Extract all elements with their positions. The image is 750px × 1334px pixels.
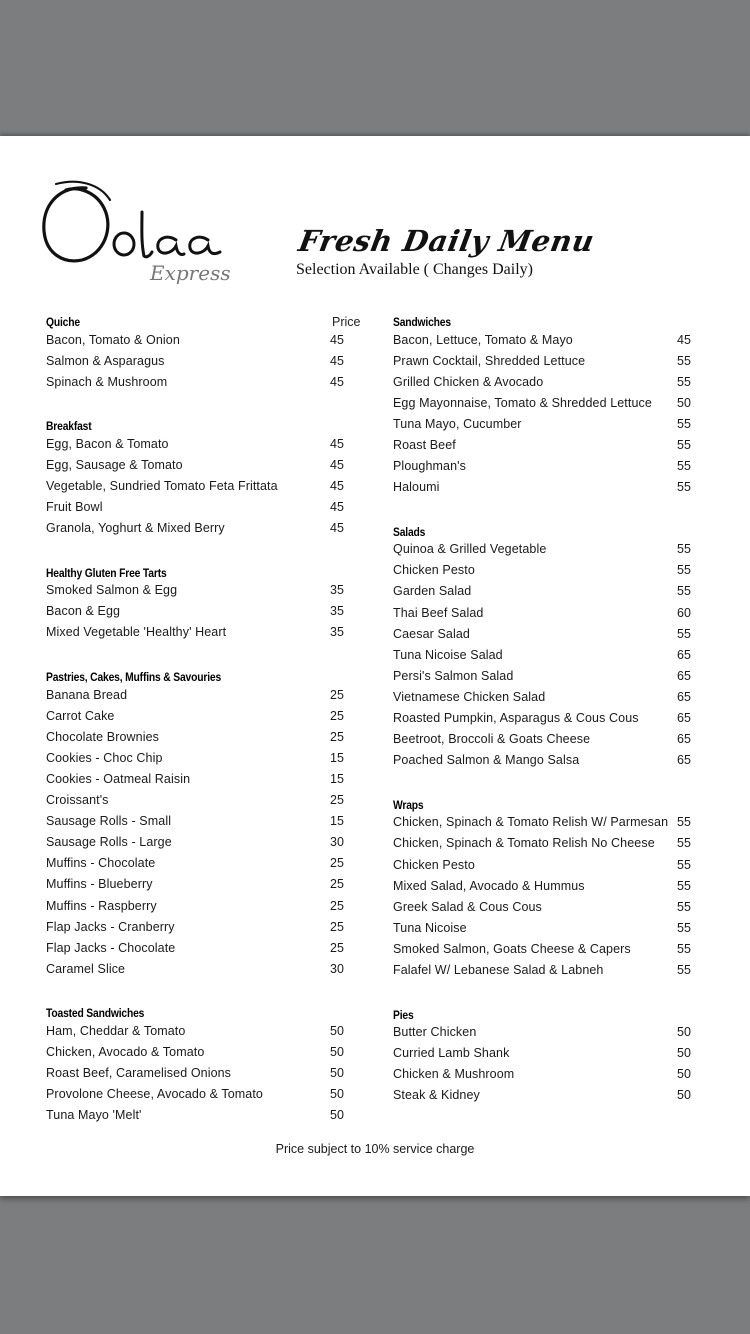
left-column: [46, 307, 360, 1145]
menu-item-price: 55: [677, 857, 691, 872]
menu-item: [393, 392, 693, 413]
menu-item-price: 55: [677, 459, 691, 474]
menu-item: [46, 958, 360, 979]
menu-item-price: 25: [330, 919, 344, 934]
menu-item: [46, 329, 360, 350]
menu-item-price: 25: [330, 687, 344, 702]
menu-item-price: 55: [677, 480, 691, 495]
menu-item-price: 50: [677, 1025, 691, 1040]
menu-item: [393, 812, 693, 833]
menu-item: [393, 560, 693, 581]
menu-item-name: Haloumi: [393, 480, 440, 495]
menu-item-price: 30: [330, 961, 344, 976]
menu-item: [393, 729, 693, 750]
menu-item: [393, 750, 693, 771]
menu-item-name: Fruit Bowl: [46, 500, 103, 515]
menu-item: [46, 1041, 360, 1062]
menu-item-price: 50: [330, 1066, 344, 1081]
menu-item: [393, 1085, 693, 1106]
section-header: [46, 662, 360, 684]
menu-item-name: Mixed Vegetable 'Healthy' Heart: [46, 625, 227, 640]
menu-item: [46, 853, 360, 874]
menu-item-price: 45: [330, 500, 344, 515]
menu-item-price: 50: [330, 1108, 344, 1123]
section-header: [46, 998, 360, 1020]
menu-item-name: Ham, Cheddar & Tomato: [46, 1023, 186, 1038]
menu-item: [393, 833, 693, 854]
menu-item-name: Persi's Salmon Salad: [393, 668, 514, 683]
menu-item: [46, 580, 360, 601]
section-title: Pastries, Cakes, Muffins & Savouries: [46, 670, 222, 685]
menu-item-name: Chocolate Brownies: [46, 729, 159, 744]
section-title: Quiche: [46, 315, 80, 329]
menu-item-name: Steak & Kidney: [393, 1088, 480, 1103]
menu-item-name: Chicken, Spinach & Tomato Relish W/ Parmesan: [393, 815, 669, 830]
menu-item-name: Smoked Salmon & Egg: [46, 583, 178, 598]
menu-item-name: Beetroot, Broccoli & Goats Cheese: [393, 732, 591, 747]
menu-item: [393, 1064, 693, 1085]
menu-item-price: 55: [677, 962, 691, 977]
menu-item-price: 25: [330, 793, 344, 808]
menu-subtitle: Selection Available ( Changes Daily): [296, 261, 533, 278]
service-charge-note: Price subject to 10% service charge: [275, 1142, 475, 1156]
menu-title: Fresh Daily Menu: [296, 224, 597, 258]
menu-item-price: 55: [677, 815, 691, 830]
menu-item-name: Greek Salad & Cous Cous: [393, 899, 542, 914]
menu-item-name: Thai Beef Salad: [393, 605, 484, 620]
menu-item-name: Bacon & Egg: [46, 604, 121, 619]
menu-item-name: Spinach & Mushroom: [46, 374, 168, 389]
section-title: Wraps: [393, 797, 424, 812]
menu-item: [46, 790, 360, 811]
menu-item-price: 55: [677, 353, 691, 368]
menu-item: [393, 896, 693, 917]
section-title: Breakfast: [46, 419, 92, 434]
menu-item-price: 65: [677, 711, 691, 726]
section-title: Sandwiches: [393, 315, 451, 329]
section-header: [393, 1000, 693, 1022]
menu-item-name: Croissant's: [46, 793, 109, 808]
menu-item: [393, 1022, 693, 1043]
right-column: [393, 307, 693, 1125]
menu-item-price: 55: [677, 836, 691, 851]
section-header: [46, 558, 360, 580]
menu-item-name: Egg, Bacon & Tomato: [46, 436, 169, 451]
menu-item-price: 55: [677, 374, 691, 389]
menu-item: [393, 854, 693, 875]
menu-item: [393, 1043, 693, 1064]
menu-item-price: 45: [330, 457, 344, 472]
menu-item-price: 65: [677, 647, 691, 662]
menu-item-name: Tuna Mayo 'Melt': [46, 1108, 142, 1123]
menu-item-price: 25: [330, 940, 344, 955]
menu-item: [46, 937, 360, 958]
menu-item-name: Chicken Pesto: [393, 857, 475, 872]
menu-item-price: 65: [677, 753, 691, 768]
menu-item-name: Provolone Cheese, Avocado & Tomato: [46, 1087, 263, 1102]
menu-item-name: Garden Salad: [393, 584, 472, 599]
menu-item-name: Smoked Salmon, Goats Cheese & Capers: [393, 941, 631, 956]
menu-item-name: Ploughman's: [393, 459, 466, 474]
menu-item: [393, 686, 693, 707]
menu-item: [393, 602, 693, 623]
menu-item-name: Muffins - Chocolate: [46, 856, 156, 871]
menu-section: [393, 517, 693, 771]
section-header: [393, 517, 693, 539]
menu-item-name: Muffins - Blueberry: [46, 877, 153, 892]
menu-item: [393, 644, 693, 665]
menu-item-name: Cookies - Choc Chip: [46, 750, 163, 765]
menu-item: [46, 1063, 360, 1084]
menu-item-name: Carrot Cake: [46, 708, 115, 723]
menu-item-price: 50: [677, 1067, 691, 1082]
menu-item-price: 45: [330, 332, 344, 347]
menu-item: [393, 959, 693, 980]
menu-item: [393, 708, 693, 729]
menu-item-price: 25: [330, 877, 344, 892]
menu-item-price: 50: [677, 1046, 691, 1061]
price-column-header: Price: [332, 315, 361, 329]
menu-item-name: Vietnamese Chicken Salad: [393, 689, 546, 704]
menu-item: [46, 497, 360, 518]
menu-item-name: Banana Bread: [46, 687, 128, 702]
menu-item-price: 25: [330, 729, 344, 744]
menu-item-price: 35: [330, 604, 344, 619]
menu-item-name: Salmon & Asparagus: [46, 353, 165, 368]
menu-item-name: Egg Mayonnaise, Tomato & Shredded Lettuce: [393, 395, 652, 410]
menu-item-price: 65: [677, 732, 691, 747]
menu-item-name: Mixed Salad, Avocado & Hummus: [393, 878, 585, 893]
menu-item: [46, 475, 360, 496]
menu-section: [46, 411, 360, 538]
menu-item-price: 65: [677, 668, 691, 683]
menu-item: [393, 477, 693, 498]
menu-item-name: Chicken, Avocado & Tomato: [46, 1044, 205, 1059]
section-header: [393, 790, 693, 812]
menu-item-price: 45: [330, 436, 344, 451]
menu-item-price: 45: [330, 521, 344, 536]
menu-item-price: 55: [677, 542, 691, 557]
menu-section: [46, 998, 360, 1125]
menu-item-price: 15: [330, 814, 344, 829]
menu-item-name: Bacon, Tomato & Onion: [46, 332, 180, 347]
menu-item: [393, 539, 693, 560]
menu-item-name: Roast Beef: [393, 438, 456, 453]
oolaa-express-logo: [38, 176, 238, 286]
menu-section: [393, 790, 693, 981]
menu-item: [393, 917, 693, 938]
menu-item-price: 55: [677, 920, 691, 935]
menu-item: [393, 938, 693, 959]
section-title: Salads: [393, 524, 426, 539]
menu-item: [46, 454, 360, 475]
logo-express-text: Express: [150, 261, 231, 285]
menu-item-name: Chicken Pesto: [393, 563, 475, 578]
menu-item-price: 30: [330, 835, 344, 850]
menu-item-name: Vegetable, Sundried Tomato Feta Frittata: [46, 479, 278, 494]
menu-item-price: 15: [330, 750, 344, 765]
menu-item: [46, 622, 360, 643]
menu-item: [46, 895, 360, 916]
menu-item: [46, 832, 360, 853]
menu-item-price: 35: [330, 583, 344, 598]
menu-item: [46, 433, 360, 454]
menu-section: [393, 1000, 693, 1106]
menu-item-name: Granola, Yoghurt & Mixed Berry: [46, 521, 225, 536]
menu-item: [393, 329, 693, 350]
menu-item-price: 55: [677, 438, 691, 453]
menu-item-name: Tuna Nicoise Salad: [393, 647, 503, 662]
menu-item-name: Grilled Chicken & Avocado: [393, 374, 544, 389]
menu-item: [46, 705, 360, 726]
menu-item: [46, 684, 360, 705]
menu-item-name: Prawn Cocktail, Shredded Lettuce: [393, 353, 586, 368]
menu-item: [393, 371, 693, 392]
menu-item-name: Curried Lamb Shank: [393, 1046, 510, 1061]
menu-item-price: 55: [677, 416, 691, 431]
menu-item-name: Caramel Slice: [46, 961, 126, 976]
menu-item: [393, 623, 693, 644]
logo-graphic: [38, 176, 238, 286]
menu-item-price: 55: [677, 584, 691, 599]
section-title: Toasted Sandwiches: [46, 1006, 145, 1021]
menu-item: [393, 875, 693, 896]
menu-item-price: 45: [330, 353, 344, 368]
menu-item: [46, 874, 360, 895]
menu-item-name: Tuna Mayo, Cucumber: [393, 416, 522, 431]
section-header: [393, 307, 693, 329]
menu-item-name: Bacon, Lettuce, Tomato & Mayo: [393, 332, 573, 347]
menu-item-price: 25: [330, 856, 344, 871]
menu-item-price: 55: [677, 899, 691, 914]
menu-item: [46, 1020, 360, 1041]
menu-section: [393, 307, 693, 498]
menu-item-price: 50: [330, 1023, 344, 1038]
menu-item: [46, 601, 360, 622]
menu-section: [46, 307, 360, 392]
menu-item-name: Egg, Sausage & Tomato: [46, 457, 183, 472]
menu-item: [46, 811, 360, 832]
menu-item-name: Sausage Rolls - Small: [46, 814, 172, 829]
menu-item-name: Flap Jacks - Chocolate: [46, 940, 176, 955]
menu-item: [46, 768, 360, 789]
menu-item: [393, 413, 693, 434]
menu-item-name: Poached Salmon & Mango Salsa: [393, 753, 580, 768]
menu-item-price: 55: [677, 626, 691, 641]
section-header: [46, 307, 360, 329]
menu-section: [46, 558, 360, 643]
menu-item-price: 25: [330, 898, 344, 913]
menu-item-price: 65: [677, 689, 691, 704]
menu-section: [46, 662, 360, 979]
menu-item-price: 50: [330, 1087, 344, 1102]
menu-item-price: 45: [677, 332, 691, 347]
menu-item-price: 35: [330, 625, 344, 640]
menu-item-price: 55: [677, 941, 691, 956]
menu-item-price: 25: [330, 708, 344, 723]
menu-item-name: Chicken, Spinach & Tomato Relish No Cheese: [393, 836, 655, 851]
menu-item-name: Cookies - Oatmeal Raisin: [46, 771, 191, 786]
menu-item: [393, 456, 693, 477]
menu-item-name: Sausage Rolls - Large: [46, 835, 172, 850]
menu-item-price: 55: [677, 563, 691, 578]
menu-item-price: 50: [677, 395, 691, 410]
menu-item: [46, 350, 360, 371]
menu-item: [46, 726, 360, 747]
menu-item-name: Chicken & Mushroom: [393, 1067, 515, 1082]
menu-item-name: Flap Jacks - Cranberry: [46, 919, 175, 934]
menu-item: [46, 371, 360, 392]
menu-item: [46, 747, 360, 768]
menu-item: [393, 665, 693, 686]
menu-item: [46, 916, 360, 937]
menu-item-name: Quinoa & Grilled Vegetable: [393, 542, 547, 557]
menu-item: [46, 1105, 360, 1126]
menu-item-name: Roast Beef, Caramelised Onions: [46, 1066, 232, 1081]
menu-item-price: 55: [677, 878, 691, 893]
menu-item-price: 45: [330, 374, 344, 389]
menu-item-name: Roasted Pumpkin, Asparagus & Cous Cous: [393, 711, 639, 726]
menu-item-name: Muffins - Raspberry: [46, 898, 157, 913]
menu-item-price: 45: [330, 479, 344, 494]
section-header: [46, 411, 360, 433]
menu-item-price: 50: [677, 1088, 691, 1103]
menu-page: [0, 136, 750, 1196]
menu-item: [393, 350, 693, 371]
menu-item-name: Butter Chicken: [393, 1025, 477, 1040]
section-title: Pies: [393, 1007, 414, 1022]
menu-item-name: Caesar Salad: [393, 626, 470, 641]
menu-item-name: Tuna Nicoise: [393, 920, 467, 935]
menu-item: [393, 581, 693, 602]
menu-item: [46, 518, 360, 539]
menu-item: [393, 434, 693, 455]
menu-item-price: 50: [330, 1044, 344, 1059]
section-title: Healthy Gluten Free Tarts: [46, 565, 167, 580]
menu-item-name: Falafel W/ Lebanese Salad & Labneh: [393, 962, 604, 977]
menu-item-price: 60: [677, 605, 691, 620]
menu-item-price: 15: [330, 771, 344, 786]
menu-item: [46, 1084, 360, 1105]
